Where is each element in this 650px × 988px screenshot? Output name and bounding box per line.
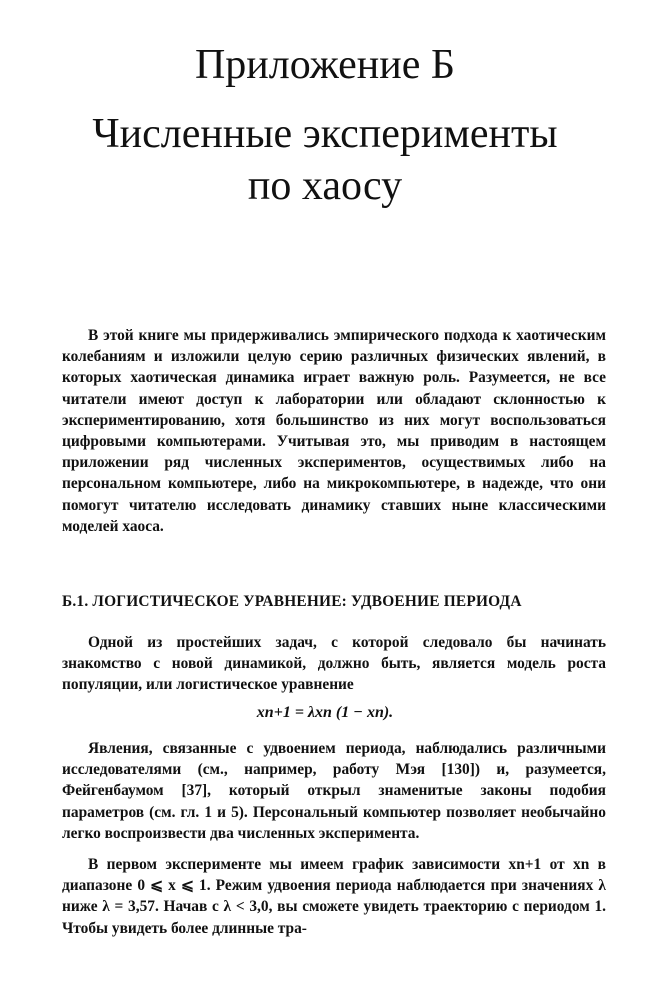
paragraph-1: Одной из простейших задач, с которой следовало бы начинать знакомство с новой динамикой, должно быть, является модель роста популяции, или логистическое уравнение (62, 634, 606, 694)
paragraph-3: В первом эксперименте мы имеем график зависимости xn+1 от xn в диапазоне 0 ⩽ x ⩽ 1. Режим удвоения периода наблюдается при значениях λ ниже λ = 3,57. Начав с λ < 3,0, вы сможете увидеть траекторию с периодом 1. Чтобы увидеть более длинные тра- (62, 856, 606, 937)
section-heading: Б.1. ЛОГИСТИЧЕСКОЕ УРАВНЕНИЕ: УДВОЕНИЕ ПЕРИОДА (62, 593, 522, 610)
paragraph-2: Явления, связанные с удвоением периода, наблюдались различными исследователями (см., например, работу Мэя [130]) и, разумеется, Фейгенбаумом [37], который открыл знаменитые законы подобия параметров (см. гл. 1 и 5). Персональный компьютер позволяет необычайно легко воспроизвести два численных эксперимента. (62, 740, 606, 842)
chapter-title-line-2: по хаосу (247, 163, 403, 209)
appendix-title: Приложение Б (194, 42, 456, 88)
chapter-title (0, 108, 650, 212)
chapter-title-line-1: Численные эксперименты (92, 111, 558, 157)
intro-paragraph: В этой книге мы придерживались эмпирического подхода к хаотическим колебаниям и изложили целую серию различных физических явлений, в которых хаотическая динамика играет важную роль. Разумеется, не все читатели имеют доступ к лаборатории или обладают склонностью к экспериментированию, хотя большинство из них могут воспользоваться цифровыми компьютерами. Учитывая это, мы приводим в настоящем приложении ряд численных экспериментов, осуществимых либо на персональном компьютере, либо на микрокомпьютере, в надежде, что они помогут читателю исследовать динамику ставших ныне классическими моделей хаоса. (62, 327, 606, 535)
logistic-equation-formula: xn+1 = λxn (1 − xn). (256, 704, 394, 721)
